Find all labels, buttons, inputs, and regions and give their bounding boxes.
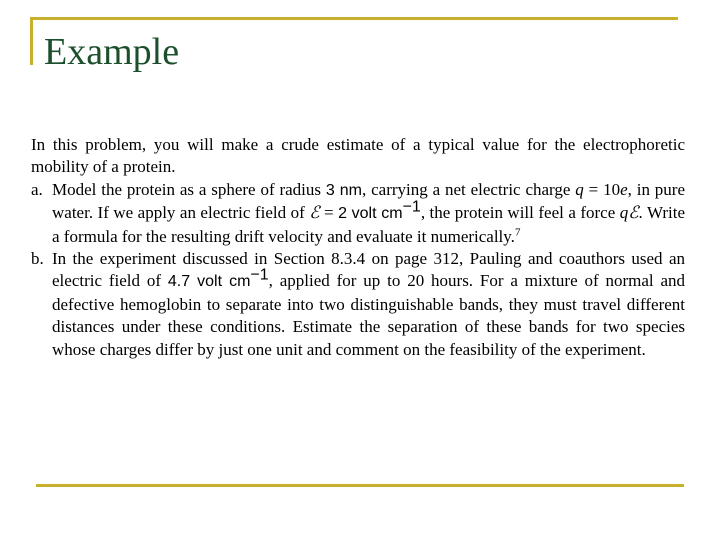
part-b-text-1: In the experiment discussed in Section 8.3.4 on page 312, Pauling and coauthors used an electric field of bbox=[52, 249, 685, 291]
radius-value: 3 nm bbox=[325, 181, 363, 199]
problem-intro: In this problem, you will make a crude estimate of a typical value for the electrophoretic mobility of a protein. bbox=[31, 135, 685, 177]
part-a-text-5: . Write a formula for the resulting drift velocity and evaluate it numerically. bbox=[52, 203, 685, 246]
part-a-marker: a. bbox=[31, 179, 43, 199]
slide-title: Example bbox=[44, 31, 180, 73]
field-exponent: −1 bbox=[402, 198, 421, 216]
part-a bbox=[31, 179, 685, 248]
part-b bbox=[31, 248, 685, 361]
force-field-symbol: ℰ bbox=[628, 203, 639, 223]
part-a-text-2: , carrying a net electric charge bbox=[362, 179, 576, 199]
part-a-text-1: Model the protein as a sphere of radius bbox=[52, 179, 326, 199]
charge-symbol: q bbox=[575, 179, 584, 199]
field-value-b: 4.7 volt cm bbox=[167, 273, 251, 291]
part-b-text-2: , applied for up to 20 hours. For a mixture of normal and defective hemoglobin to separate into two distinguishable bands, they must travel different distances under these conditions. Estimate the separation of these bands for two species whose charges differ by just one unit and comment on the feasibility of the experiment. bbox=[52, 271, 686, 359]
elementary-charge-symbol: e bbox=[620, 179, 628, 199]
left-rule bbox=[30, 17, 33, 65]
bottom-rule bbox=[36, 484, 684, 487]
force-charge-symbol: q bbox=[619, 203, 629, 223]
field-symbol: ℰ bbox=[309, 203, 320, 223]
part-a-text-4: , the protein will feel a force bbox=[420, 203, 620, 223]
top-rule bbox=[30, 17, 678, 20]
field-equals: = bbox=[319, 203, 339, 223]
charge-equals: = 10 bbox=[583, 179, 621, 199]
field-value: 2 volt cm bbox=[338, 205, 403, 223]
footnote-marker: 7 bbox=[514, 225, 521, 238]
part-b-marker: b. bbox=[31, 249, 44, 269]
field-exponent-b: −1 bbox=[250, 266, 269, 284]
part-a-text-3: , in pure water. If we apply an electric field of bbox=[52, 179, 685, 223]
problem-text bbox=[31, 134, 685, 361]
